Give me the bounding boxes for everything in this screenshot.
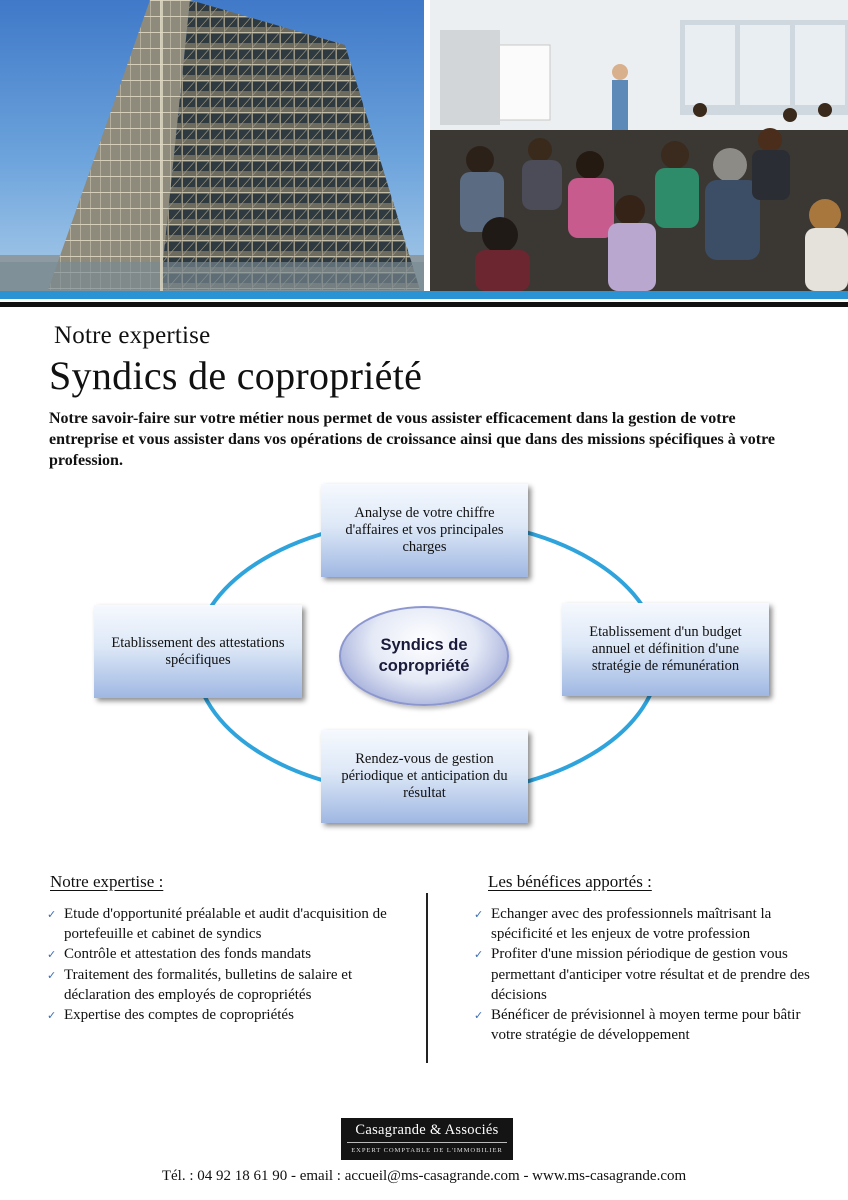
benefits-list bbox=[474, 904, 819, 1045]
check-icon: ✓ bbox=[47, 908, 57, 921]
list-item bbox=[474, 1005, 819, 1045]
diagram-box-left: Etablissement des attestations spécifiques bbox=[94, 605, 302, 698]
list-item bbox=[47, 944, 417, 964]
list-item bbox=[474, 944, 819, 1005]
check-icon: ✓ bbox=[47, 948, 57, 962]
contact-line: Tél. : 04 92 18 61 90 - email : accueil@ms-casagrande.com - www.ms-casagrande.com bbox=[161, 1168, 687, 1184]
diagram-center: Syndics de copropriété bbox=[339, 606, 509, 706]
list-item-text: Traitement des formalités, bulletins de salaire et déclaration des employés de copropriétés bbox=[64, 966, 353, 1003]
check-icon: ✓ bbox=[474, 908, 484, 921]
check-icon: ✓ bbox=[474, 1009, 484, 1023]
column-divider bbox=[426, 893, 428, 1063]
scaffolding-building-photo bbox=[0, 0, 424, 291]
list-item bbox=[47, 1005, 417, 1025]
list-item-text: Expertise des comptes de copropriétés bbox=[64, 1007, 294, 1024]
header-photos bbox=[0, 0, 848, 291]
list-item bbox=[47, 965, 417, 1005]
header-blue-stripe bbox=[0, 291, 848, 299]
list-item bbox=[47, 904, 417, 944]
logo-rule bbox=[347, 1142, 507, 1143]
page-title: Syndics de copropriété bbox=[49, 353, 423, 398]
page-subtitle: Notre expertise bbox=[54, 322, 211, 349]
logo-name: Casagrande & Associés bbox=[355, 1122, 499, 1138]
list-item bbox=[474, 904, 819, 944]
expertise-diagram bbox=[0, 470, 848, 840]
list-item-text: Echanger avec des professionnels maîtrisant la spécificité et les enjeux de votre profession bbox=[491, 906, 772, 943]
benefits-heading: Les bénéfices apportés : bbox=[488, 872, 652, 891]
diagram-box-bottom: Rendez-vous de gestion périodique et anticipation du résultat bbox=[321, 730, 528, 823]
check-icon: ✓ bbox=[47, 1009, 57, 1023]
expertise-list bbox=[47, 904, 417, 1025]
list-item-text: Bénéficer de prévisionnel à moyen terme pour bâtir votre stratégie de développement bbox=[491, 1007, 801, 1044]
diagram-box-right: Etablissement d'un budget annuel et définition d'une stratégie de rémunération bbox=[562, 603, 769, 696]
diagram-box-top: Analyse de votre chiffre d'affaires et vos principales charges bbox=[321, 484, 528, 577]
company-logo bbox=[341, 1118, 513, 1160]
intro-paragraph: Notre savoir-faire sur votre métier nous permet de vous assister efficacement dans la gestion de votre entreprise et vous assister dans vos opérations de croissance ainsi que dans des missions spécifiques à votre profession. bbox=[49, 410, 775, 469]
conference-audience-photo bbox=[430, 0, 848, 291]
expertise-heading: Notre expertise : bbox=[50, 872, 164, 891]
check-icon: ✓ bbox=[474, 948, 484, 962]
header-black-stripe bbox=[0, 302, 848, 307]
list-item-text: Etude d'opportunité préalable et audit d'acquisition de portefeuille et cabinet de syndics bbox=[64, 906, 387, 943]
list-item-text: Profiter d'une mission périodique de gestion vous permettant d'anticiper votre résultat et de prendre des décisions bbox=[491, 946, 810, 1003]
check-icon: ✓ bbox=[47, 968, 57, 982]
logo-tagline: EXPERT COMPTABLE DE L'IMMOBILIER bbox=[351, 1147, 503, 1154]
list-item-text: Contrôle et attestation des fonds mandats bbox=[64, 946, 312, 963]
